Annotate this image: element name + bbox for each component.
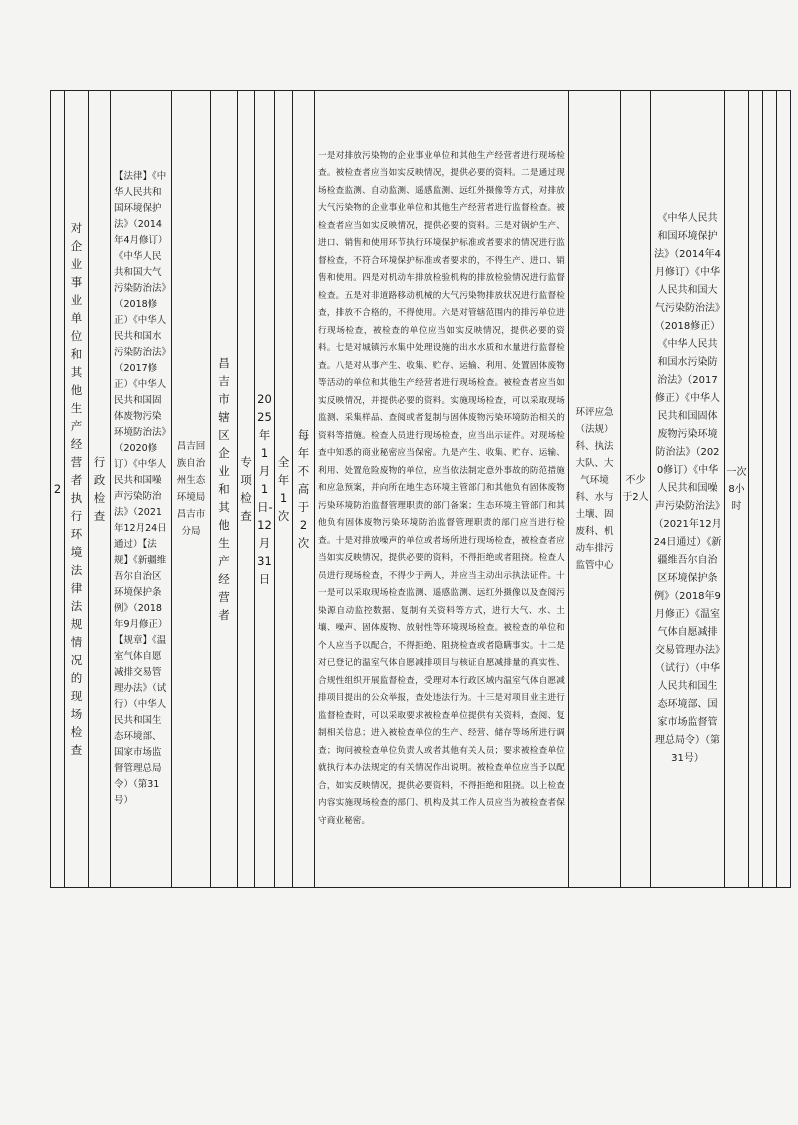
inspection-basis: 《中华人民共和国环境保护法》（2014年4月修订）《中华人民共和国大气污染防治法》（2018修正）《中华人民共和国水污染防治法》（2017修正）《中华人民共和国固体废物污染环境防治法》（2020修订）《中华人民共和国噪声污染防治法》（2021年12月24日通过）《新疆维吾尔自治区环境保护条例》（2018年9月修正）《温室气体自愿减排交易管理办法》（试行）（中华人民共和国生态环境部、国家市场监督管理总局令）（第31号） [653, 213, 722, 764]
inspection-period: 2025年1月1日-12月31日 [257, 392, 273, 586]
inspection-content: 一是对排放污染物的企业事业单位和其他生产经营者进行现场检查。被检查者应当如实反映情况，提供必要的资料。二是通过现场检查监测、自动监测、遥感监测、远红外摄像等方式，对排放大气污染物的企业事业单位和其他生产经营者进行监督检查。被检查者应当如实反映情况，提供必要的资料。三是对锅炉生产、进口、销售和使用环节执行环境保护标准或者要求的情况进行监督检查，不符合环境保护标准或者要求的，不得生产、进口、销售和使用。四是对机动车排放检验机构的排放检验情况进行监督检查。五是对非道路移动机械的大气污染物排放状况进行监督检查，排放不合格的，不得使用。六是对管辖范围内的排污单位进行现场检查，被检查的单位应当如实反映情况，提供必要的资料。七是对城镇污水集中处理设施的出水水质和水量进行监督检查。八是对从事产生、收集、贮存、运输、利用、处置固体废物等活动的单位和其他生产经营者进行现场检查。被检查者应当如实反映情况，并提供必要的资料。实施现场检查，可以采取现场监测、采集样品、查阅或者复制与固体废物污染环境防治相关的资料等措施。检查人员进行现场检查，应当出示证件。对现场检查中知悉的商业秘密应当保密。九是产生、收集、贮存、运输、利用、处置危险废物的单位，应当依法制定意外事故的防范措施和应急预案，并向所在地生态环境主管部门和其他负有固体废物污染环境防治监督管理职责的部门备案；生态环境主管部门和其他负有固体废物污染环境防治监督管理职责的部门应当进行检查。十是对排放噪声的单位或者场所进行现场检查，被检查者应当如实反映情况，提供必要的资料，不得拒绝或者阻挠。检查人员进行现场检查，不得少于两人，并应当主动出示执法证件。十一是可以采取现场检查监测、遥感监测、远红外摄像以及查阅污染源自动监控数据、复制有关资料等方式，进行大气、水、土壤、噪声、固体废物、放射性等环境现场检查。被检查的单位和个人应当予以配合，不得拒绝、阻挠检查或者隐瞒事实。十二是对已登记的温室气体自愿减排项目与核证自愿减排量的真实性、合规性组织开展监督检查，受理对本行政区域内温室气体自愿减排项目提出的公众举报，查处违法行为。十三是对项目业主进行监督检查时，可以采取要求被检查单位提供有关资料，查阅、复制相关信息；进入被检查单位的生产、经营、储存等场所进行调查；询问被检查单位负责人或者其他有关人员；要求被检查单位就执行本办法规定的有关情况作出说明。被检查单位应当予以配合，如实反映情况，提供必要资料，不得拒绝和阻挠。以上检查内容实施现场检查的部门、机构及其工作人员应当为被检查者保守商业秘密。 [318, 150, 565, 826]
inspectors-cell [621, 91, 651, 888]
basis2-cell [651, 91, 725, 888]
frequency-cell [275, 91, 293, 888]
table-row [51, 91, 791, 888]
object-cell [211, 91, 238, 888]
extra-cell-1 [749, 91, 763, 888]
method-cell [238, 91, 255, 888]
implementer: 环评应急（法规）科、执法大队、大气环境科、水与土壤、固废科、机动车排污监管中心 [575, 407, 614, 571]
inspection-object: 昌吉市辖区企业和其他生产经营者 [218, 356, 230, 622]
inspection-frequency: 全年1次 [277, 455, 290, 523]
duration-cell [725, 91, 749, 888]
inspection-table [50, 90, 791, 888]
row-index: 2 [53, 482, 62, 496]
inspection-method: 专项检查 [240, 455, 252, 523]
index-cell [51, 91, 65, 888]
period-cell [255, 91, 275, 888]
implementer-cell [569, 91, 621, 888]
item-name: 对企业事业单位和其他生产经营者执行环境法律法规情况的现场检查 [70, 221, 83, 757]
extra-cell-3 [777, 91, 791, 888]
inspector-count: 不少于2人 [622, 475, 649, 503]
inspection-ratio: 每年不高于2次 [297, 428, 310, 550]
inspection-duration: 一次8小时 [726, 466, 747, 512]
department-cell [172, 91, 211, 888]
extra-cell-2 [763, 91, 777, 888]
legal-basis: 【法律】《中华人民共和国环境保护法》（2014年4月修订）《中华人民共和国大气污染防治法》（2018修正）《中华人民共和国水污染防治法》（2017修正）《中华人民共和国固体废物污染环境防治法》（2020修订）《中华人民共和国噪声污染防治法》（2021年12月24日通过）【法规】《新疆维吾尔自治区环境保护条例》（2018年9月修正）【规章】《温室气体自愿减排交易管理办法》（试行）（中华人民共和国生态环境部、国家市场监督管理总局令）（第31号） [114, 171, 168, 806]
ratio-cell [293, 91, 315, 888]
department: 昌吉回族自治州生态环境局昌吉市分局 [176, 441, 206, 537]
category-cell [89, 91, 111, 888]
content-cell [315, 91, 569, 888]
legal-basis-cell [111, 91, 172, 888]
item-name-cell [65, 91, 89, 888]
category: 行政检查 [93, 455, 106, 523]
